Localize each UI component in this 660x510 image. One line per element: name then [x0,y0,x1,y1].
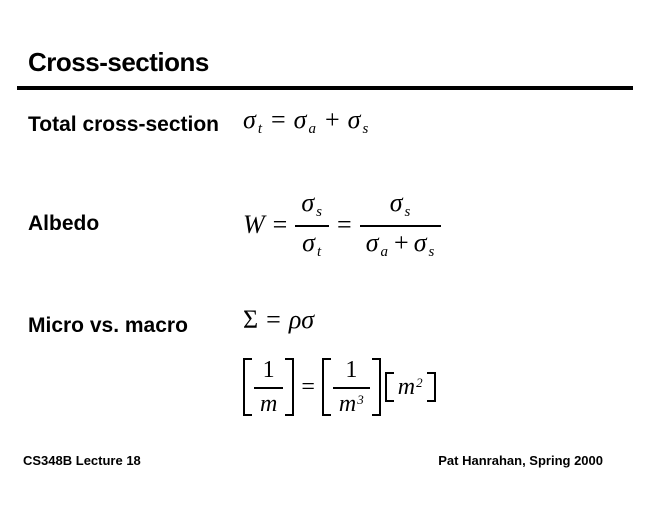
subscript-s: s [404,204,411,220]
fraction-denominator [333,389,370,416]
sigma-symbol: σ [365,228,379,257]
subscript-s: s [362,121,369,137]
bracket-group-m-squared [385,372,436,402]
m-symbol: m [338,391,357,417]
sigma-symbol: σ [301,305,315,334]
equals-sign: = [337,210,352,239]
label-total-cross-section: Total cross-section [28,113,219,136]
superscript-2: 2 [416,375,423,390]
rho-symbol: ρ [288,305,302,334]
formula-micro-vs-macro [243,307,314,333]
footer-course-lecture: CS348B Lecture 18 [23,453,141,468]
footer-author-term: Pat Hanrahan, Spring 2000 [438,453,603,468]
fraction-numerator: 1 [345,357,358,383]
sigma-symbol: σ [389,188,403,217]
right-bracket [427,372,436,402]
left-bracket [243,358,252,416]
fraction-numerator [384,190,418,225]
albedo-w-symbol: W [243,210,265,239]
subscript-t: t [317,244,322,260]
right-bracket [372,358,381,416]
label-albedo: Albedo [28,212,100,235]
sigma-a-symbol: σ [293,105,307,134]
fraction-numerator [295,190,329,225]
sigma-symbol: σ [301,188,315,217]
equals-sign: = [271,105,286,134]
sigma-t-symbol: σ [243,105,256,134]
left-bracket [322,358,331,416]
formula-albedo [243,190,441,260]
subscript-s: s [316,204,323,220]
left-bracket [385,372,394,402]
fraction-denominator [360,227,442,260]
equals-sign: = [272,210,288,239]
m-symbol: m [397,374,416,400]
subscript-s: s [428,244,435,260]
fraction-numerator: 1 [262,357,275,383]
sigma-symbol: σ [413,228,427,257]
fraction-one-over-m-cubed [333,358,370,416]
fraction-one-over-m [254,358,283,416]
fraction-denominator: m [260,391,278,417]
subscript-a: a [380,244,389,260]
subscript-a: a [308,121,316,137]
subscript-t: t [257,121,262,137]
m-squared-term [396,372,425,402]
equals-sign: = [301,374,315,400]
plus-sign: + [325,105,340,134]
bracket-group-one-over-m [243,358,294,416]
superscript-3: 3 [357,392,364,407]
capital-sigma-symbol: Σ [243,305,259,334]
right-bracket [285,358,294,416]
page-title: Cross-sections [28,47,209,77]
formula-total-cross-section [243,107,369,137]
fraction-sigma-s-over-sigma-t [295,190,329,260]
formula-units [243,358,436,416]
bracket-group-one-over-m-cubed [322,358,381,416]
fraction-denominator [296,227,328,260]
sigma-s-symbol: σ [347,105,361,134]
sigma-symbol: σ [302,228,315,257]
equals-sign: = [266,305,281,334]
fraction-sigma-s-over-sum [360,190,442,260]
plus-sign: + [394,228,409,257]
label-micro-vs-macro: Micro vs. macro [28,314,188,337]
title-divider-rule [17,86,633,90]
